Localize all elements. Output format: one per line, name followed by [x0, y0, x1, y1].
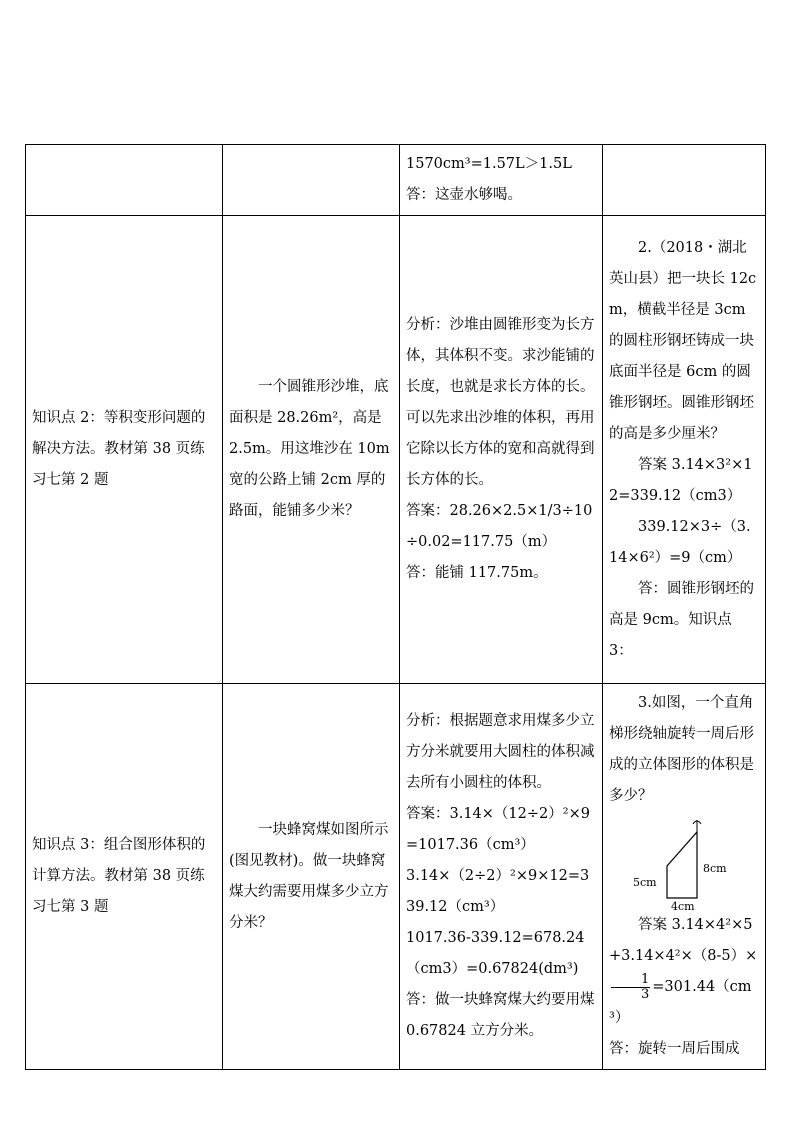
answer-part-a: 答案 3.14×4²×5+3.14×4²×（8-5）× [609, 917, 758, 964]
fraction-one-third [611, 973, 650, 1002]
solution-line: 1570cm³=1.57L＞1.5L [406, 156, 572, 172]
answer-part-b: =301.44（cm³） [609, 979, 752, 1026]
trapezoid-figure [609, 814, 749, 910]
exercise-answer-1 [609, 910, 759, 1034]
topic-cell: 知识点 3：组合图形体积的计算方法。教材第 38 页练习七第 3 题 [26, 684, 223, 1070]
answer-text: 答：做一块蜂窝煤大约要用煤 0.67824 立方分米。 [406, 992, 595, 1039]
example-cell [223, 145, 400, 216]
answer-text: 答：能铺 117.75m。 [406, 565, 548, 581]
table-row [26, 684, 766, 1070]
exercise-cell [603, 216, 766, 684]
solution-cell [400, 684, 603, 1070]
table-row [26, 145, 766, 216]
solution-cell [400, 145, 603, 216]
solution-answer: 答：这壶水够喝。 [406, 187, 522, 203]
exercise-answer-1: 答案 3.14×3²×12=339.12（cm3） [609, 456, 753, 504]
exercise-question: 3.如图，一个直角梯形绕轴旋转一周后形成的立体图形的体积是多少？ [609, 695, 754, 804]
answer-formula: 3.14×（2÷2）²×9×12=339.12（cm³） [406, 868, 590, 915]
topic-cell: 知识点 2：等积变形问题的解决方法。教材第 38 页练习七第 2 题 [26, 216, 223, 684]
exercise-cell [603, 145, 766, 216]
example-cell: 一块蜂窝煤如图所示(图见教材)。做一块蜂窝煤大约需要用煤多少立方分米？ [223, 684, 400, 1070]
answer-formula: 1017.36-339.12=678.24（cm3）=0.67824(dm³) [406, 930, 585, 977]
exercise-question: 2.（2018・湖北英山县）把一块长 12cm，横截半径是 3cm 的圆柱形钢坯铸成一块底面半径是 6cm 的圆锥形钢坯。圆锥形钢坯的高是多少厘米？ [609, 239, 757, 442]
table-row [26, 216, 766, 684]
answer-formula: 答案：3.14×（12÷2）²×9=1017.36（cm³） [406, 806, 590, 853]
exercise-cell [603, 684, 766, 1070]
label-right: 8cm [703, 862, 727, 875]
exercise-answer-2: 339.12×3÷（3.14×6²）=9（cm） [609, 518, 751, 566]
label-bottom: 4cm [671, 900, 695, 910]
exercise-conclusion: 答：圆锥形钢坯的高是 9cm。知识点 3： [609, 580, 754, 659]
solution-cell [400, 216, 603, 684]
exercise-conclusion: 答：旋转一周后围成 [609, 1041, 740, 1057]
topic-cell [26, 145, 223, 216]
lesson-table [25, 144, 766, 1070]
analysis-text: 分析：根据题意求用煤多少立方分米就要用大圆柱的体积减去所有小圆柱的体积。 [406, 713, 595, 791]
fraction-denominator: 3 [641, 986, 650, 1002]
label-left: 5cm [633, 876, 657, 889]
analysis-text: 分析：沙堆由圆锥形变为长方体，其体积不变。求沙能铺的长度，也就是求长方体的长。可以先求出沙堆的体积，再用它除以长方体的宽和高就得到长方体的长。 [406, 317, 595, 488]
example-cell: 一个圆锥形沙堆，底面积是 28.26m²，高是 2.5m。用这堆沙在 10m 宽的公路上铺 2cm 厚的路面，能铺多少米？ [223, 216, 400, 684]
trapezoid-shape [667, 832, 697, 898]
fraction-numerator: 1 [611, 973, 650, 988]
answer-formula: 答案：28.26×2.5×1/3÷10÷0.02=117.75（m） [406, 503, 593, 550]
